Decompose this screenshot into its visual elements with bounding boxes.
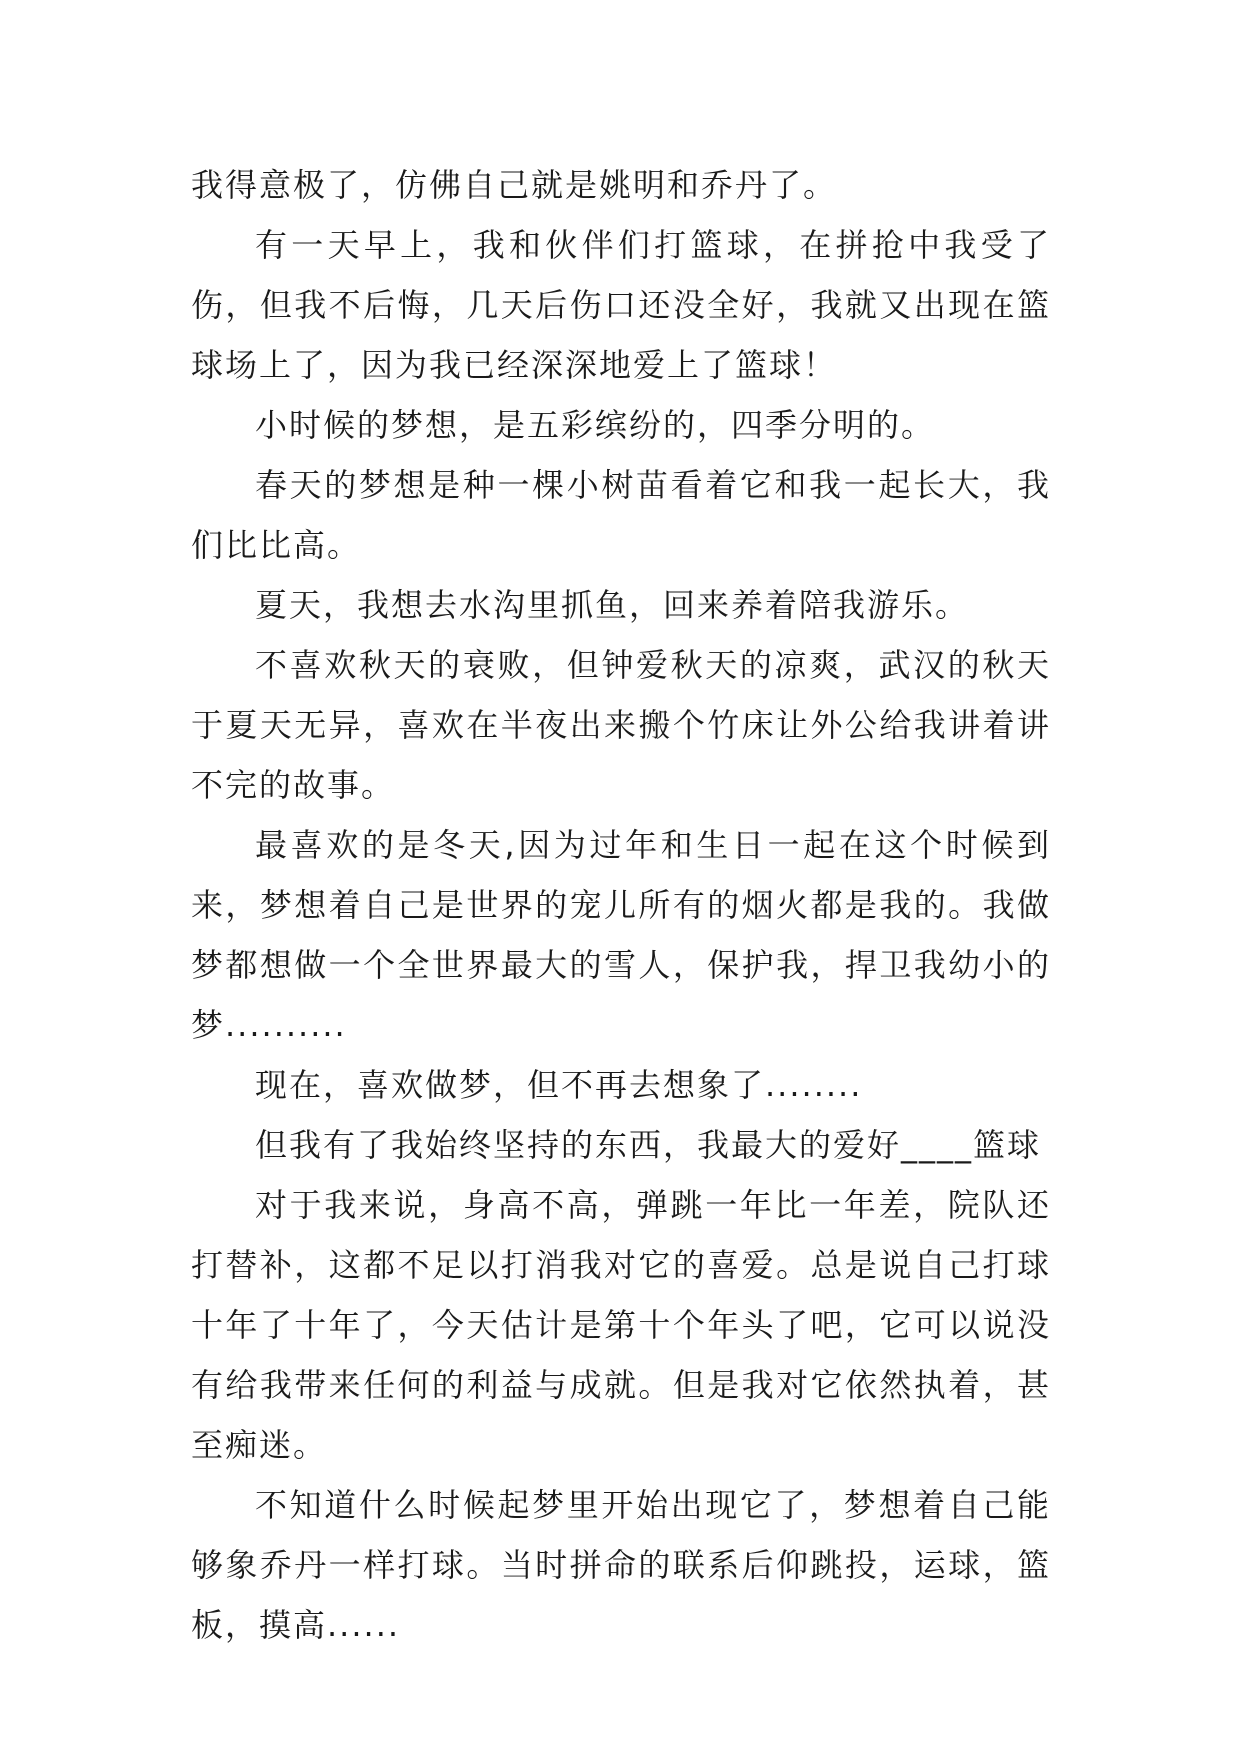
paragraph-9: 但我有了我始终坚持的东西，我最大的爱好____篮球 <box>255 1126 1042 1164</box>
document-body <box>191 155 1051 1655</box>
paragraph-11: 不知道什么时候起梦里开始出现它了，梦想着自己能够象乔丹一样打球。当时拼命的联系后仰跳投，运球，篮板，摸高...... <box>191 1486 1051 1644</box>
paragraph-10: 对于我来说，身高不高，弹跳一年比一年差，院队还打替补，这都不足以打消我对它的喜爱。总是说自己打球十年了十年了，今天估计是第十个年头了吧，它可以说没有给我带来任何的利益与成就。但是我对它依然执着，甚至痴迷。 <box>191 1186 1051 1464</box>
paragraph-8: 现在，喜欢做梦，但不再去想象了........ <box>255 1066 863 1104</box>
paragraph-5: 夏天，我想去水沟里抓鱼，回来养着陪我游乐。 <box>255 586 970 624</box>
paragraph-7: 最喜欢的是冬天,因为过年和生日一起在这个时候到来，梦想着自己是世界的宠儿所有的烟火都是我的。我做梦都想做一个全世界最大的雪人，保护我，捍卫我幼小的梦.......... <box>191 826 1051 1044</box>
paragraph-2: 有一天早上，我和伙伴们打篮球，在拼抢中我受了伤，但我不后悔，几天后伤口还没全好，我就又出现在篮球场上了，因为我已经深深地爱上了篮球！ <box>191 226 1051 384</box>
paragraph-3: 小时候的梦想，是五彩缤纷的，四季分明的。 <box>255 406 936 444</box>
paragraph-1: 我得意极了，仿佛自己就是姚明和乔丹了。 <box>191 166 838 204</box>
paragraph-4: 春天的梦想是种一棵小树苗看着它和我一起长大，我们比比高。 <box>191 466 1051 564</box>
paragraph-6: 不喜欢秋天的衰败，但钟爱秋天的凉爽，武汉的秋天于夏天无异，喜欢在半夜出来搬个竹床让外公给我讲着讲不完的故事。 <box>191 646 1051 804</box>
